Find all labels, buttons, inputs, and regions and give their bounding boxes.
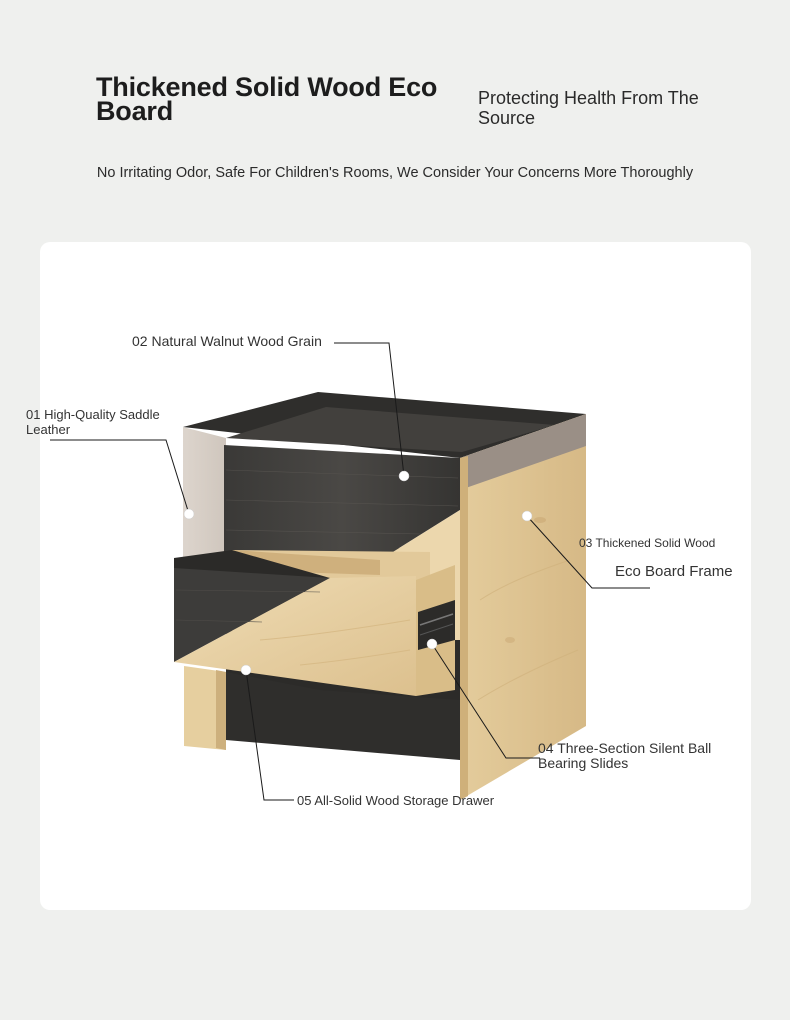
front-leg (184, 666, 226, 750)
callout-dot-04 (427, 639, 437, 649)
leather-edge-left (183, 427, 226, 562)
subheadline: Protecting Health From The Source (478, 88, 699, 128)
callout-02-label: 02 Natural Walnut Wood Grain (132, 333, 322, 349)
headline: Thickened Solid Wood Eco Board (96, 72, 438, 126)
callout-dot-03 (522, 511, 532, 521)
callout-dot-01 (184, 509, 194, 519)
callout-dot-02 (399, 471, 409, 481)
callout-03-label-line2: Eco Board Frame (615, 563, 733, 580)
tagline: No Irritating Odor, Safe For Children's Rooms, We Consider Your Concerns More Thoroughly (96, 165, 694, 181)
callout-01-label: 01 High-Quality Saddle Leather (26, 407, 160, 437)
callout-05-label: 05 All-Solid Wood Storage Drawer (297, 793, 495, 808)
callout-03-label-line1: 03 Thickened Solid Wood (579, 536, 716, 550)
callout-04-label: 04 Three-Section Silent Ball Bearing Slides (538, 740, 712, 771)
callout-dot-05 (241, 665, 251, 675)
